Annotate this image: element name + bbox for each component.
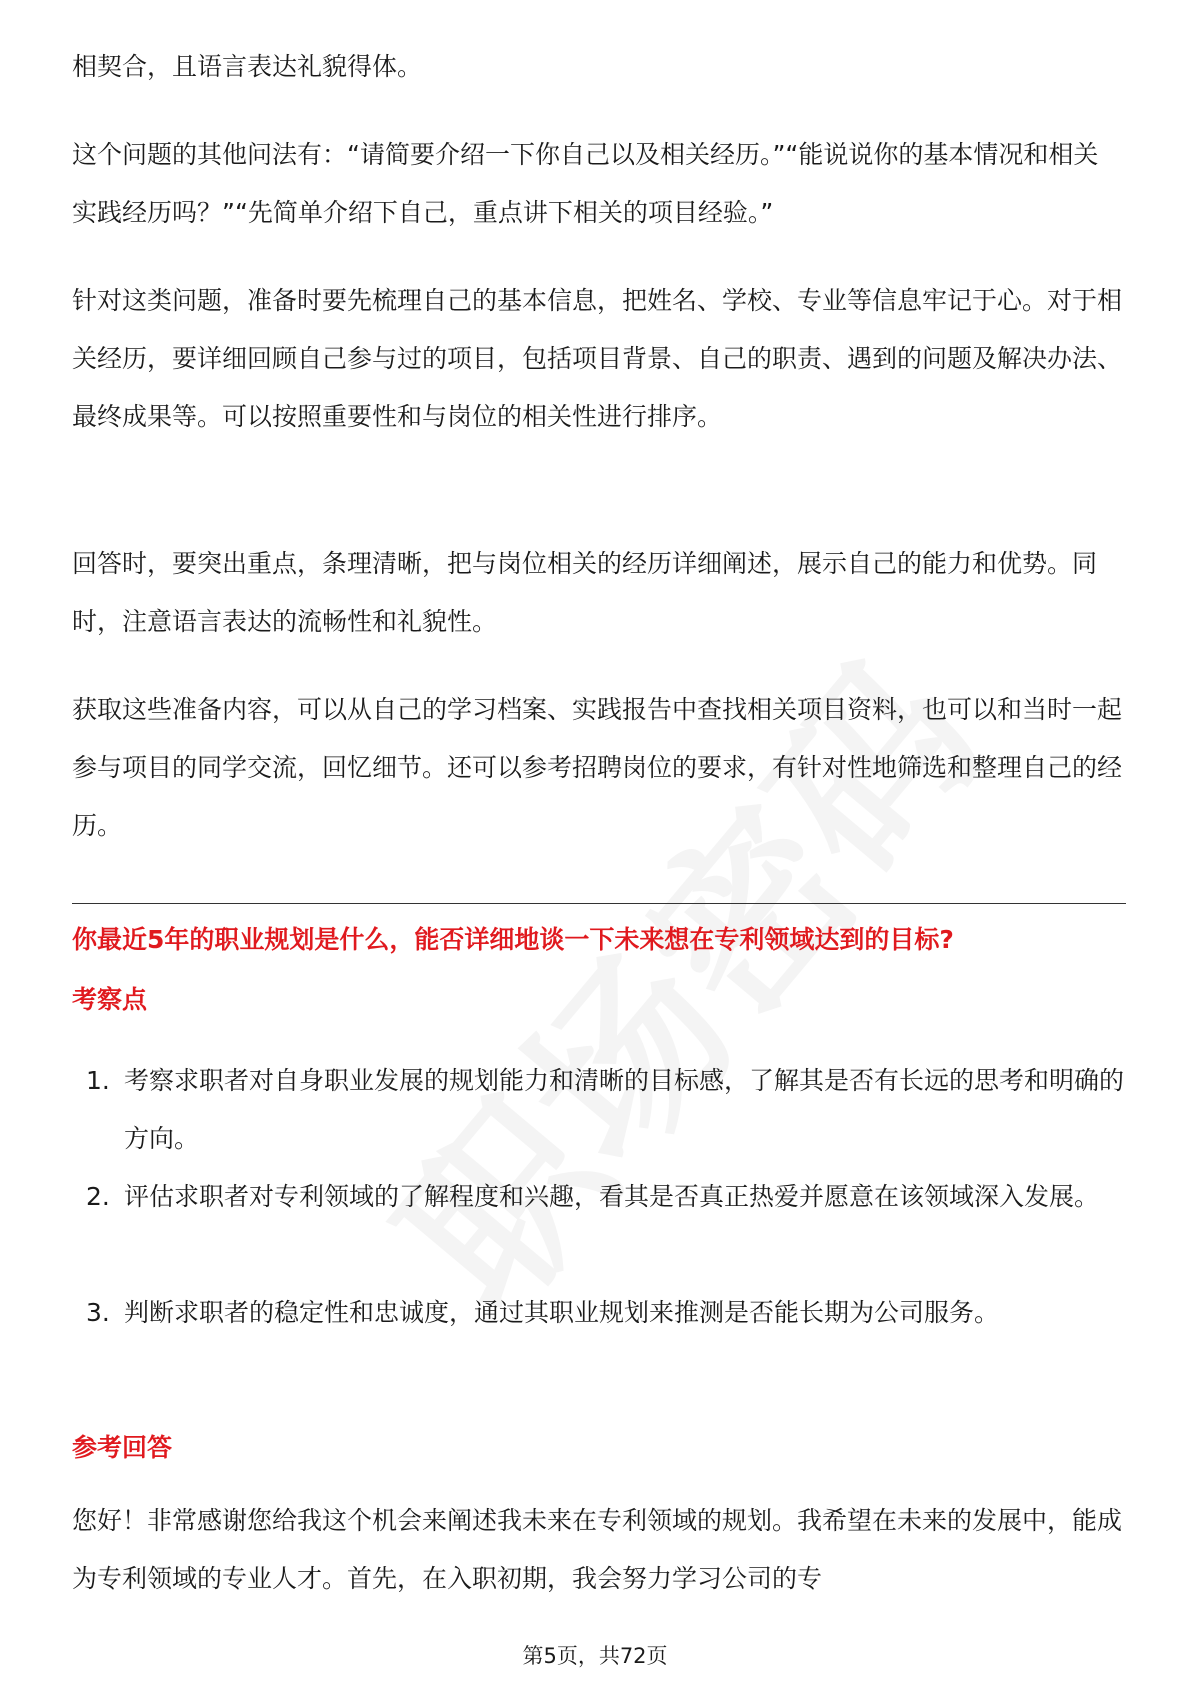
paragraph-sources: 获取这些准备内容，可以从自己的学习档案、实践报告中查找相关项目资料，也可以和当时一起参与项目的同学交流，回忆细节。还可以参考招聘岗位的要求，有针对性地筛选和整理自己的经历。: [72, 695, 1123, 840]
paragraph-reference-answer: 您好！非常感谢您给我这个机会来阐述我未来在专利领域的规划。我希望在未来的发展中，能成为专利领域的专业人才。首先，在入职初期，我会努力学习公司的专: [72, 1506, 1123, 1593]
section-divider: [72, 903, 1126, 904]
list-item: [72, 1168, 1132, 1284]
paragraph-answering-tips: 回答时，要突出重点，条理清晰，把与岗位相关的经历详细阐述，展示自己的能力和优势。同时，注意语言表达的流畅性和礼貌性。: [72, 549, 1098, 636]
paragraph-preparation: 针对这类问题，准备时要先梳理自己的基本信息，把姓名、学校、专业等信息牢记于心。对于相关经历，要详细回顾自己参与过的项目，包括项目背景、自己的职责、遇到的问题及解决办法、最终成果等。可以按照重要性和与岗位的相关性进行排序。: [72, 286, 1123, 431]
list-number: 2.: [86, 1182, 110, 1211]
page-number-footer: 第5页，共72页: [522, 1644, 668, 1668]
paragraph-alternative-questions: 这个问题的其他问法有：“请简要介绍一下你自己以及相关经历。”“能说说你的基本情况和相关实践经历吗？”“先简单介绍下自己，重点讲下相关的项目经验。”: [72, 140, 1099, 227]
list-item-text: 判断求职者的稳定性和忠诚度，通过其职业规划来推测是否能长期为公司服务。: [124, 1298, 1000, 1327]
heading-assessment-points: 考察点: [72, 985, 148, 1014]
list-item-text: 评估求职者对专利领域的了解程度和兴趣，看其是否真正热爱并愿意在该领域深入发展。: [124, 1182, 1100, 1211]
list-number: 3.: [86, 1298, 110, 1327]
list-number: 1.: [86, 1066, 110, 1095]
list-item-text: 考察求职者对自身职业发展的规划能力和清晰的目标感，了解其是否有长远的思考和明确的方向。: [124, 1066, 1125, 1153]
assessment-points-list: [72, 1052, 1132, 1400]
list-item: [72, 1052, 1132, 1168]
list-item: [72, 1284, 1132, 1400]
heading-reference-answer: 参考回答: [72, 1433, 173, 1462]
paragraph-continuation: 相契合，且语言表达礼貌得体。: [72, 52, 423, 81]
interview-question: 你最近5年的职业规划是什么，能否详细地谈一下未来想在专利领域达到的目标?: [72, 925, 954, 954]
